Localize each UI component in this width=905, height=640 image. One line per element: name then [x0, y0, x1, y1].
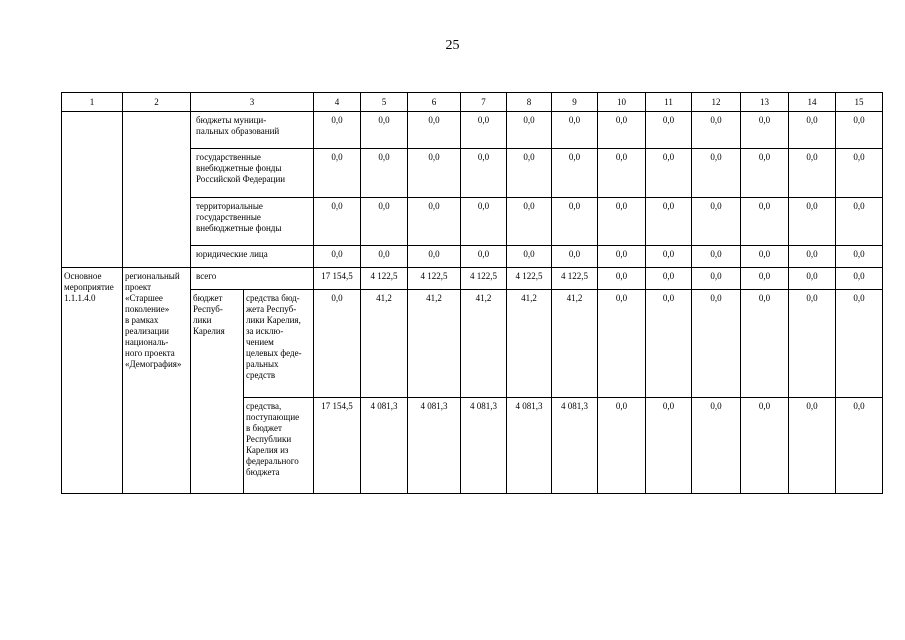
source-label: юридические лица — [191, 246, 314, 268]
value-cell: 0,0 — [646, 198, 692, 246]
value-cell: 0,0 — [836, 198, 883, 246]
value-cell: 0,0 — [789, 246, 836, 268]
value-cell: 4 081,3 — [552, 398, 598, 494]
value-cell: 0,0 — [507, 112, 552, 149]
value-cell: 0,0 — [361, 246, 408, 268]
value-cell: 0,0 — [461, 112, 507, 149]
budget-table — [61, 92, 883, 494]
value-cell: 4 122,5 — [361, 268, 408, 290]
value-cell: 0,0 — [646, 112, 692, 149]
value-cell: 0,0 — [741, 268, 789, 290]
value-cell: 0,0 — [598, 246, 646, 268]
header-cell: 1 — [62, 93, 123, 112]
header-cell: 12 — [692, 93, 741, 112]
value-cell: 4 081,3 — [461, 398, 507, 494]
value-cell: 0,0 — [692, 246, 741, 268]
value-cell: 0,0 — [598, 149, 646, 198]
empty-cell — [62, 112, 123, 268]
source-label: средства бюд- жета Респуб- лики Карелия, за исклю- чением целевых феде- ральных средств — [244, 290, 314, 398]
value-cell: 0,0 — [314, 290, 361, 398]
header-row — [62, 93, 883, 112]
value-cell: 0,0 — [692, 112, 741, 149]
table-row — [62, 268, 883, 290]
value-cell: 0,0 — [361, 112, 408, 149]
value-cell: 4 122,5 — [461, 268, 507, 290]
value-cell: 17 154,5 — [314, 268, 361, 290]
header-cell: 8 — [507, 93, 552, 112]
value-cell: 4 081,3 — [507, 398, 552, 494]
value-cell: 4 081,3 — [361, 398, 408, 494]
header-cell: 14 — [789, 93, 836, 112]
value-cell: 0,0 — [836, 246, 883, 268]
header-cell: 11 — [646, 93, 692, 112]
value-cell: 0,0 — [598, 198, 646, 246]
value-cell: 0,0 — [314, 112, 361, 149]
source-label: всего — [191, 268, 314, 290]
value-cell: 0,0 — [789, 290, 836, 398]
value-cell: 0,0 — [692, 198, 741, 246]
value-cell: 0,0 — [598, 290, 646, 398]
value-cell: 0,0 — [314, 149, 361, 198]
value-cell: 0,0 — [789, 149, 836, 198]
value-cell: 0,0 — [552, 112, 598, 149]
value-cell: 0,0 — [408, 149, 461, 198]
value-cell: 0,0 — [461, 149, 507, 198]
budget-label: бюджет Респуб- лики Карелия — [191, 290, 244, 494]
value-cell: 0,0 — [692, 268, 741, 290]
value-cell: 0,0 — [741, 290, 789, 398]
value-cell: 0,0 — [741, 246, 789, 268]
header-cell: 5 — [361, 93, 408, 112]
value-cell: 0,0 — [646, 246, 692, 268]
page-number: 25 — [445, 38, 460, 53]
empty-cell — [123, 112, 191, 268]
value-cell: 0,0 — [507, 198, 552, 246]
value-cell: 0,0 — [836, 398, 883, 494]
value-cell: 0,0 — [741, 398, 789, 494]
value-cell: 0,0 — [646, 398, 692, 494]
source-label: территориальные государственные внебюджетные фонды — [191, 198, 314, 246]
value-cell: 0,0 — [552, 246, 598, 268]
value-cell: 0,0 — [314, 246, 361, 268]
value-cell: 0,0 — [741, 198, 789, 246]
value-cell: 0,0 — [836, 149, 883, 198]
header-cell: 4 — [314, 93, 361, 112]
value-cell: 0,0 — [646, 290, 692, 398]
value-cell: 0,0 — [646, 149, 692, 198]
value-cell: 0,0 — [361, 149, 408, 198]
value-cell: 0,0 — [836, 290, 883, 398]
value-cell: 41,2 — [461, 290, 507, 398]
value-cell: 0,0 — [692, 149, 741, 198]
event-code: Основное мероприятие 1.1.1.4.0 — [62, 268, 123, 494]
value-cell: 0,0 — [646, 268, 692, 290]
value-cell: 4 122,5 — [552, 268, 598, 290]
value-cell: 0,0 — [507, 149, 552, 198]
value-cell: 0,0 — [789, 112, 836, 149]
value-cell: 0,0 — [692, 398, 741, 494]
header-cell: 9 — [552, 93, 598, 112]
value-cell: 0,0 — [836, 268, 883, 290]
value-cell: 4 122,5 — [507, 268, 552, 290]
header-cell: 10 — [598, 93, 646, 112]
value-cell: 41,2 — [507, 290, 552, 398]
value-cell: 41,2 — [408, 290, 461, 398]
value-cell: 41,2 — [552, 290, 598, 398]
value-cell: 0,0 — [408, 112, 461, 149]
value-cell: 0,0 — [507, 246, 552, 268]
value-cell: 0,0 — [314, 198, 361, 246]
value-cell: 0,0 — [836, 112, 883, 149]
project-name: региональный проект «Старшее поколение» в рамках реализации националь- ного проекта «Демография» — [123, 268, 191, 494]
value-cell: 0,0 — [408, 198, 461, 246]
value-cell: 0,0 — [789, 198, 836, 246]
value-cell: 4 081,3 — [408, 398, 461, 494]
value-cell: 0,0 — [361, 198, 408, 246]
source-label: бюджеты муници- пальных образований — [191, 112, 314, 149]
header-cell: 3 — [191, 93, 314, 112]
value-cell: 0,0 — [552, 149, 598, 198]
header-cell: 7 — [461, 93, 507, 112]
header-cell: 15 — [836, 93, 883, 112]
table-row — [62, 112, 883, 149]
value-cell: 0,0 — [598, 398, 646, 494]
value-cell: 0,0 — [789, 398, 836, 494]
value-cell: 0,0 — [598, 112, 646, 149]
value-cell: 4 122,5 — [408, 268, 461, 290]
header-cell: 6 — [408, 93, 461, 112]
value-cell: 0,0 — [741, 112, 789, 149]
value-cell: 0,0 — [408, 246, 461, 268]
header-cell: 2 — [123, 93, 191, 112]
value-cell: 0,0 — [789, 268, 836, 290]
value-cell: 17 154,5 — [314, 398, 361, 494]
value-cell: 0,0 — [692, 290, 741, 398]
value-cell: 0,0 — [598, 268, 646, 290]
value-cell: 0,0 — [461, 246, 507, 268]
source-label: средства, поступающие в бюджет Республики Карелия из федерального бюджета — [244, 398, 314, 494]
header-cell: 13 — [741, 93, 789, 112]
source-label: государственные внебюджетные фонды Российской Федерации — [191, 149, 314, 198]
value-cell: 0,0 — [461, 198, 507, 246]
value-cell: 0,0 — [741, 149, 789, 198]
value-cell: 0,0 — [552, 198, 598, 246]
value-cell: 41,2 — [361, 290, 408, 398]
